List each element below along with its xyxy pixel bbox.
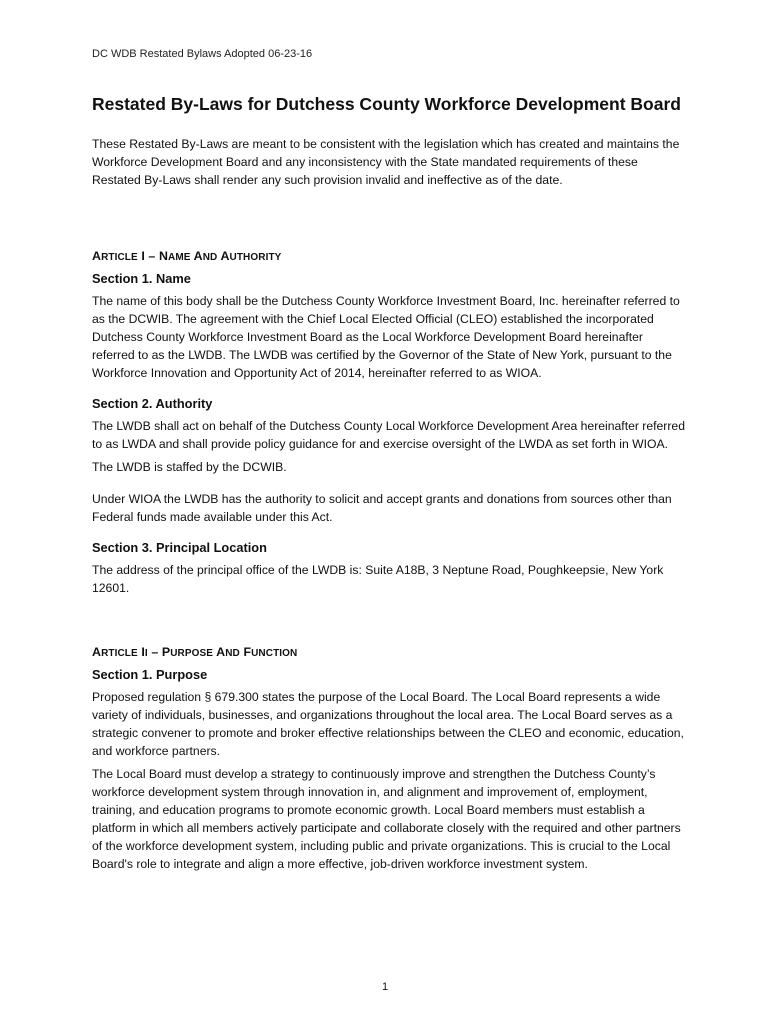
- article-2-section-1-heading: Section 1. Purpose: [92, 667, 208, 682]
- article-1-section-1-heading: Section 1. Name: [92, 271, 191, 286]
- article-2-title: ARTICLE II – PURPOSE AND FUNCTION: [92, 645, 298, 659]
- article-1-section-2-paragraph-3: Under WIOA the LWDB has the authority to solicit and accept grants and donations from sources other than Federal funds made available under this Act.: [92, 492, 672, 524]
- article-2-section-1-paragraph-1: Proposed regulation § 679.300 states the purpose of the Local Board. The Local Board represents a wide variety of individuals, businesses, and organizations throughout the local area. The Local Board serves as a strategic convener to promote and broker effective relationships between the CLEO and economic, education, and workforce partners.: [92, 690, 684, 758]
- article-1-section-2-paragraph-1: The LWDB shall act on behalf of the Dutchess County Local Workforce Development Area hereinafter referred to as LWDA and shall provide policy guidance for and exercise oversight of the LWDA as set forth in WIOA.: [92, 419, 685, 451]
- document-body: [92, 135, 686, 873]
- article-1-section-2-paragraph-2: The LWDB is staffed by the DCWIB.: [92, 460, 287, 474]
- article-1-section-3-paragraph: The address of the principal office of the LWDB is: Suite A18B, 3 Neptune Road, Poughkeepsie, New York 12601.: [92, 563, 664, 595]
- document-title: Restated By-Laws for Dutchess County Workforce Development Board: [92, 94, 681, 114]
- article-1-section-2-heading: Section 2. Authority: [92, 396, 213, 411]
- article-1-title: ARTICLE I – NAME AND AUTHORITY: [92, 249, 282, 263]
- article-1-heading: [92, 249, 686, 263]
- article-2-section-1-paragraph-2: The Local Board must develop a strategy to continuously improve and strengthen the Dutchess County’s workforce development system through innovation in, and alignment and improvement of, employment, training, and education programs to promote economic growth. Local Board members must establish a platform in which all members actively participate and collaborate closely with the required and other partners of the workforce development system, including public and private organizations. This is crucial to the Local Board's role to integrate and align a more effective, job-driven workforce investment system.: [92, 767, 681, 871]
- intro-paragraph: These Restated By-Laws are meant to be consistent with the legislation which has created and maintains the Workforce Development Board and any inconsistency with the State mandated requirements of these Restated By-Laws shall render any such provision invalid and ineffective as of the date.: [92, 137, 680, 187]
- article-2-heading: [92, 645, 686, 659]
- article-1-section-1-paragraph: The name of this body shall be the Dutchess County Workforce Investment Board, Inc. hereinafter referred to as the DCWIB. The agreement with the Chief Local Elected Official (CLEO) established the incorporated Dutchess County Workforce Investment Board as the Local Workforce Development Board hereinafter referred to as the LWDB. The LWDB was certified by the Governor of the State of New York, pursuant to the Workforce Innovation and Opportunity Act of 2014, hereinafter referred to as WIOA.: [92, 294, 680, 380]
- article-1-section-3-heading: Section 3. Principal Location: [92, 540, 267, 555]
- running-header: DC WDB Restated Bylaws Adopted 06-23-16: [92, 48, 313, 60]
- page-number: 1: [381, 981, 389, 993]
